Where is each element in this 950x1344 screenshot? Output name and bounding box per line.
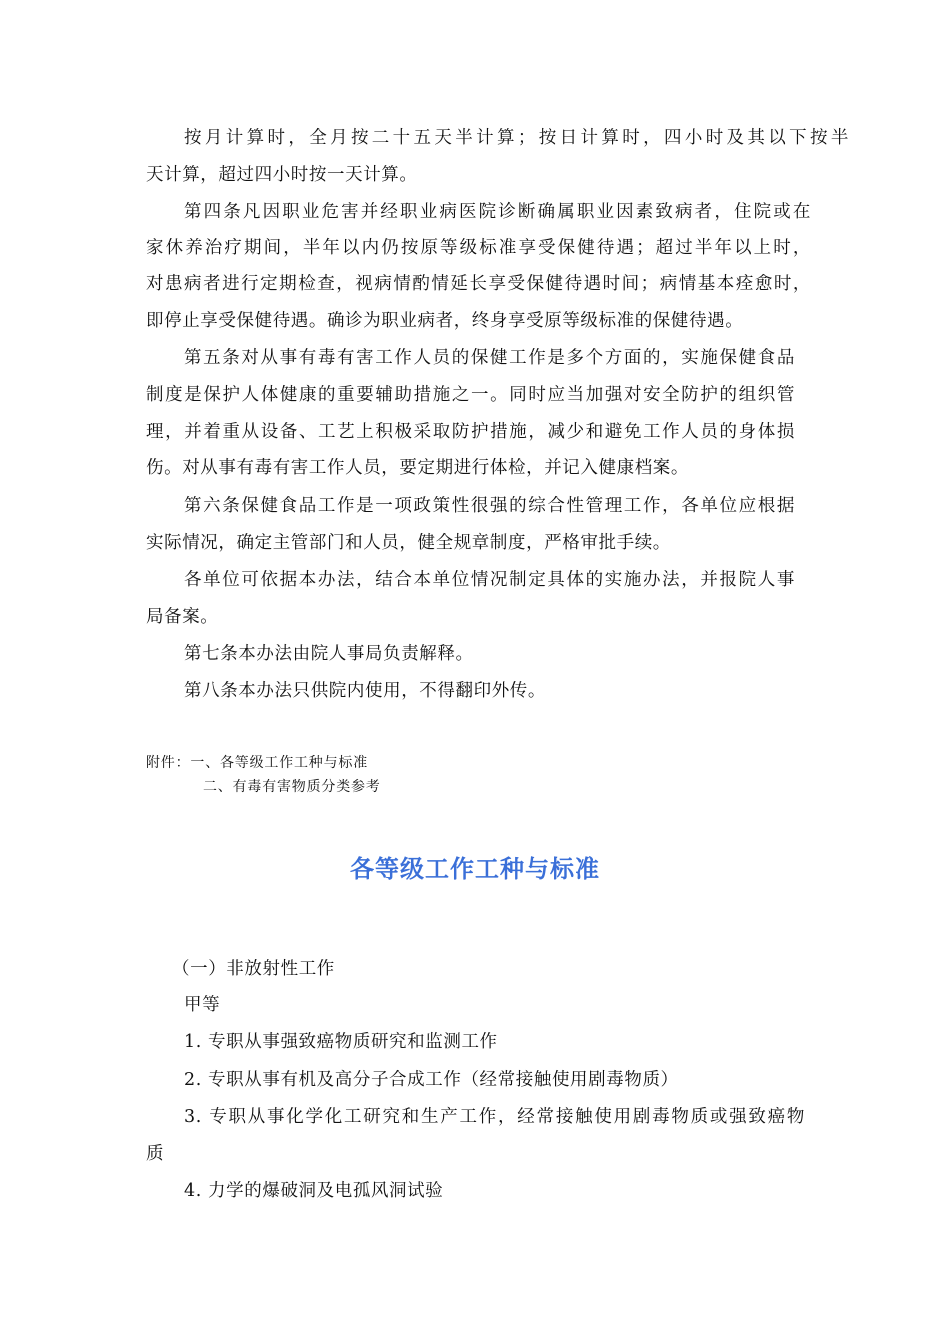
attachment-line-2: 二、有毒有害物质分类参考 <box>203 779 381 795</box>
list-item: 4. 力学的爆破洞及电孤风洞试验 <box>184 1181 444 1201</box>
grade-heading: 甲等 <box>184 995 221 1015</box>
attachment-line-1: 附件：一、各等级工作工种与标准 <box>146 755 368 771</box>
article-4-line: 家休养治疗期间，半年以内仍按原等级标准享受保健待遇；超过半年以上时， <box>146 238 811 258</box>
paragraph-line: 局备案。 <box>146 607 219 627</box>
paragraph-line: 按月计算时，全月按二十五天半计算；按日计算时，四小时及其以下按半 <box>184 128 849 148</box>
list-item: 3. 专职从事化学化工研究和生产工作，经常接触使用剧毒物质或强致癌物 <box>184 1107 805 1127</box>
article-4-line: 即停止享受保健待遇。确诊为职业病者，终身享受原等级标准的保健待遇。 <box>146 311 744 331</box>
list-item: 2. 专职从事有机及高分子合成工作（经常接触使用剧毒物质） <box>184 1070 679 1090</box>
paragraph-line: 天计算，超过四小时按一天计算。 <box>146 165 418 185</box>
article-5-line: 理，并着重从设备、工艺上积极采取防护措施，减少和避免工作人员的身体损 <box>146 422 795 442</box>
article-4-line: 第四条凡因职业危害并经职业病医院诊断确属职业因素致病者，住院或在 <box>184 202 811 222</box>
article-5-line: 制度是保护人体健康的重要辅助措施之一。同时应当加强对安全防护的组织管 <box>146 385 795 405</box>
article-5-line: 伤。对从事有毒有害工作人员，要定期进行体检，并记入健康档案。 <box>146 458 689 478</box>
paragraph-line: 各单位可依据本办法，结合本单位情况制定具体的实施办法，并报院人事 <box>184 570 795 590</box>
category-heading: （一）非放射性工作 <box>172 959 335 979</box>
article-5-line: 第五条对从事有毒有害工作人员的保健工作是多个方面的，实施保健食品 <box>184 348 795 368</box>
article-7: 第七条本办法由院人事局负责解释。 <box>184 644 474 664</box>
article-8: 第八条本办法只供院内使用，不得翻印外传。 <box>184 681 546 701</box>
list-item: 1. 专职从事强致癌物质研究和监测工作 <box>184 1032 498 1052</box>
article-6-line: 实际情况，确定主管部门和人员，健全规章制度，严格审批手续。 <box>146 533 671 553</box>
article-4-line: 对患病者进行定期检查，视病情酌情延长享受保健待遇时间；病情基本痊愈时， <box>146 274 811 294</box>
section-title: 各等级工作工种与标准 <box>350 855 600 883</box>
list-item-continuation: 质 <box>146 1144 165 1164</box>
article-6-line: 第六条保健食品工作是一项政策性很强的综合性管理工作，各单位应根据 <box>184 496 795 516</box>
